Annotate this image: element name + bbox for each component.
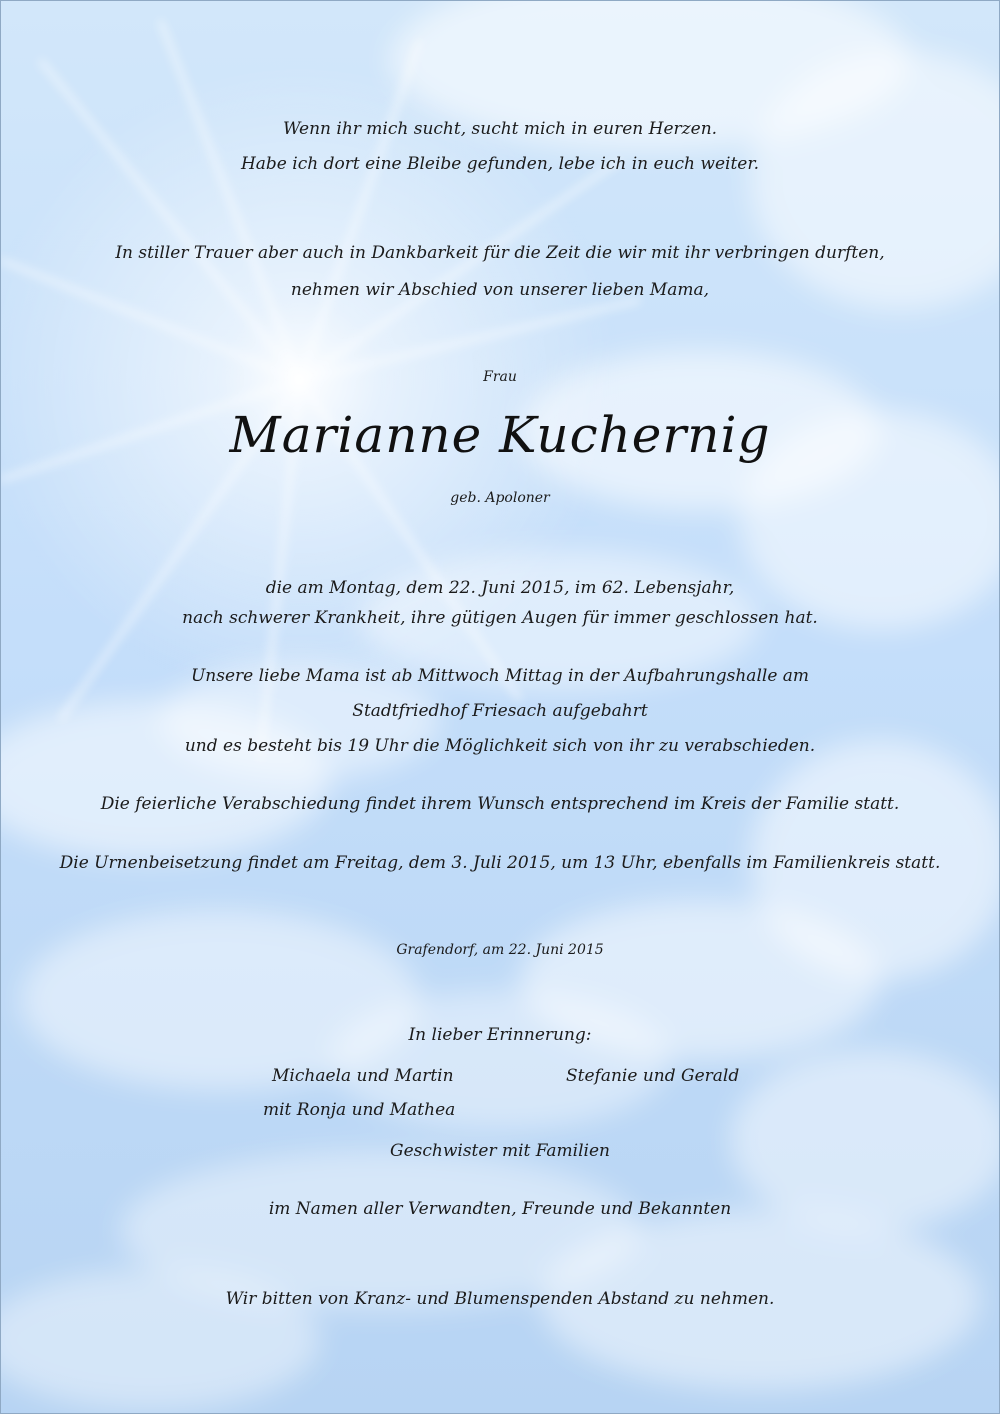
place-date: Grafendorf, am 22. Juni 2015: [396, 942, 604, 958]
deceased-name: Marianne Kuchernig: [229, 406, 771, 464]
intro-line-1: In stiller Trauer aber auch in Dankbarkeit für die Zeit die wir mit ihr verbringen durften,: [115, 243, 885, 263]
mourners-others: im Namen aller Verwandten, Freunde und Bekannten: [268, 1199, 732, 1219]
ceremony-text: Die feierliche Verabschiedung findet ihrem Wunsch entsprechend im Kreis der Familie statt.: [100, 794, 900, 814]
title-frau: Frau: [483, 369, 517, 385]
viewing-line-3: und es besteht bis 19 Uhr die Möglichkeit sich von ihr zu verabschieden.: [184, 736, 816, 756]
donation-request: Wir bitten von Kranz- und Blumenspenden Abstand zu nehmen.: [225, 1289, 775, 1309]
death-line-2: nach schwerer Krankheit, ihre gütigen Augen für immer geschlossen hat.: [182, 608, 818, 628]
mourners-siblings: Geschwister mit Familien: [390, 1141, 610, 1161]
birth-name: geb. Apoloner: [450, 490, 550, 506]
viewing-line-1: Unsere liebe Mama ist ab Mittwoch Mittag in der Aufbahrungshalle am: [190, 666, 810, 686]
mourner-left-line-1: Michaela und Martin: [272, 1066, 454, 1086]
intro-line-2: nehmen wir Abschied von unserer lieben Mama,: [290, 280, 710, 300]
death-line-1: die am Montag, dem 22. Juni 2015, im 62. Lebensjahr,: [265, 578, 735, 598]
mourner-right-line-1: Stefanie und Gerald: [566, 1066, 740, 1086]
viewing-line-2: Stadtfriedhof Friesach aufgebahrt: [352, 701, 648, 721]
mourners-heading: In lieber Erinnerung:: [408, 1025, 592, 1045]
mourner-left-line-2: mit Ronja und Mathea: [263, 1100, 456, 1120]
quote-line-1: Wenn ihr mich sucht, sucht mich in euren Herzen.: [282, 119, 718, 139]
burial-text: Die Urnenbeisetzung findet am Freitag, dem 3. Juli 2015, um 13 Uhr, ebenfalls im Familienkreis statt.: [59, 853, 941, 873]
quote-line-2: Habe ich dort eine Bleibe gefunden, lebe ich in euch weiter.: [240, 154, 760, 174]
